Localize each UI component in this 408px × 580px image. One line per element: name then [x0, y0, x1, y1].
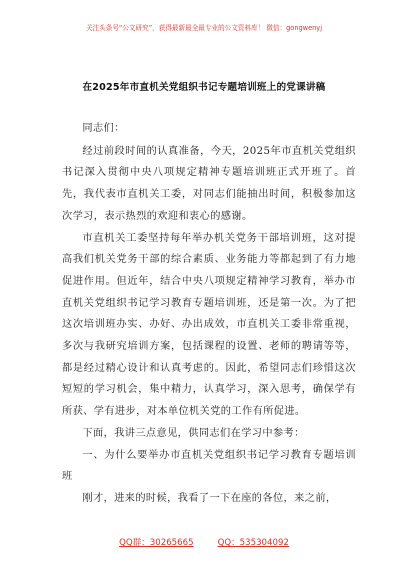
document-body [62, 118, 356, 510]
footer-qq-number: QQ：535304092 [217, 538, 289, 548]
document-title: 在2025年市直机关党组织书记专题培训班上的党课讲稿 [82, 82, 326, 93]
body-paragraph-1: 经过前段时间的认真准备，今天，2025年市直机关党组织书记深入贯彻中央八项规定精神专题培训班正式开班了。首先，我代表市直机关工委，对同志们能抽出时间，积极参加这次学习，表示热烈的欢迎和衷心的感谢。 [62, 145, 356, 222]
footer-qq-group: QQ群：30265665 [119, 538, 194, 548]
body-paragraph-4: 刚才，进来的时候，我看了一下在座的各位，来之前， [82, 492, 337, 504]
header-notice: 关注头条号“公文研究”，获得最新最全最专业的公文资料库！ 微信：gongwenyj [85, 24, 323, 32]
body-paragraph-2: 市直机关工委坚持每年举办机关党务干部培训班，这对提高我们机关党务干部的综合素质、业务能力等都起到了有力地促进作用。但近年，结合中央八项规定精神学习教育，举办市直机关党组织书记学习教育专题培训班，还是第一次。为了把这次培训班办实、办好、办出成效，市直机关工委非常重视，多次与我研究培训方案，包括课程的设置、老师的聘请等等，都是经过精心设计和认真考虑的。因此，希望同志们珍惜这次短短的学习机会，集中精力，认真学习，深入思考，确保学有所获、学有进步，对本单位机关党的工作有所促进。 [62, 232, 356, 418]
body-paragraph-3: 下面，我讲三点意见，供同志们在学习中参考： [82, 427, 305, 439]
section-heading-1: 一、为什么要举办市直机关党组织书记学习教育专题培训班 [62, 449, 356, 483]
salutation-paragraph: 同志们： [82, 123, 125, 134]
footer-contact [0, 536, 408, 548]
